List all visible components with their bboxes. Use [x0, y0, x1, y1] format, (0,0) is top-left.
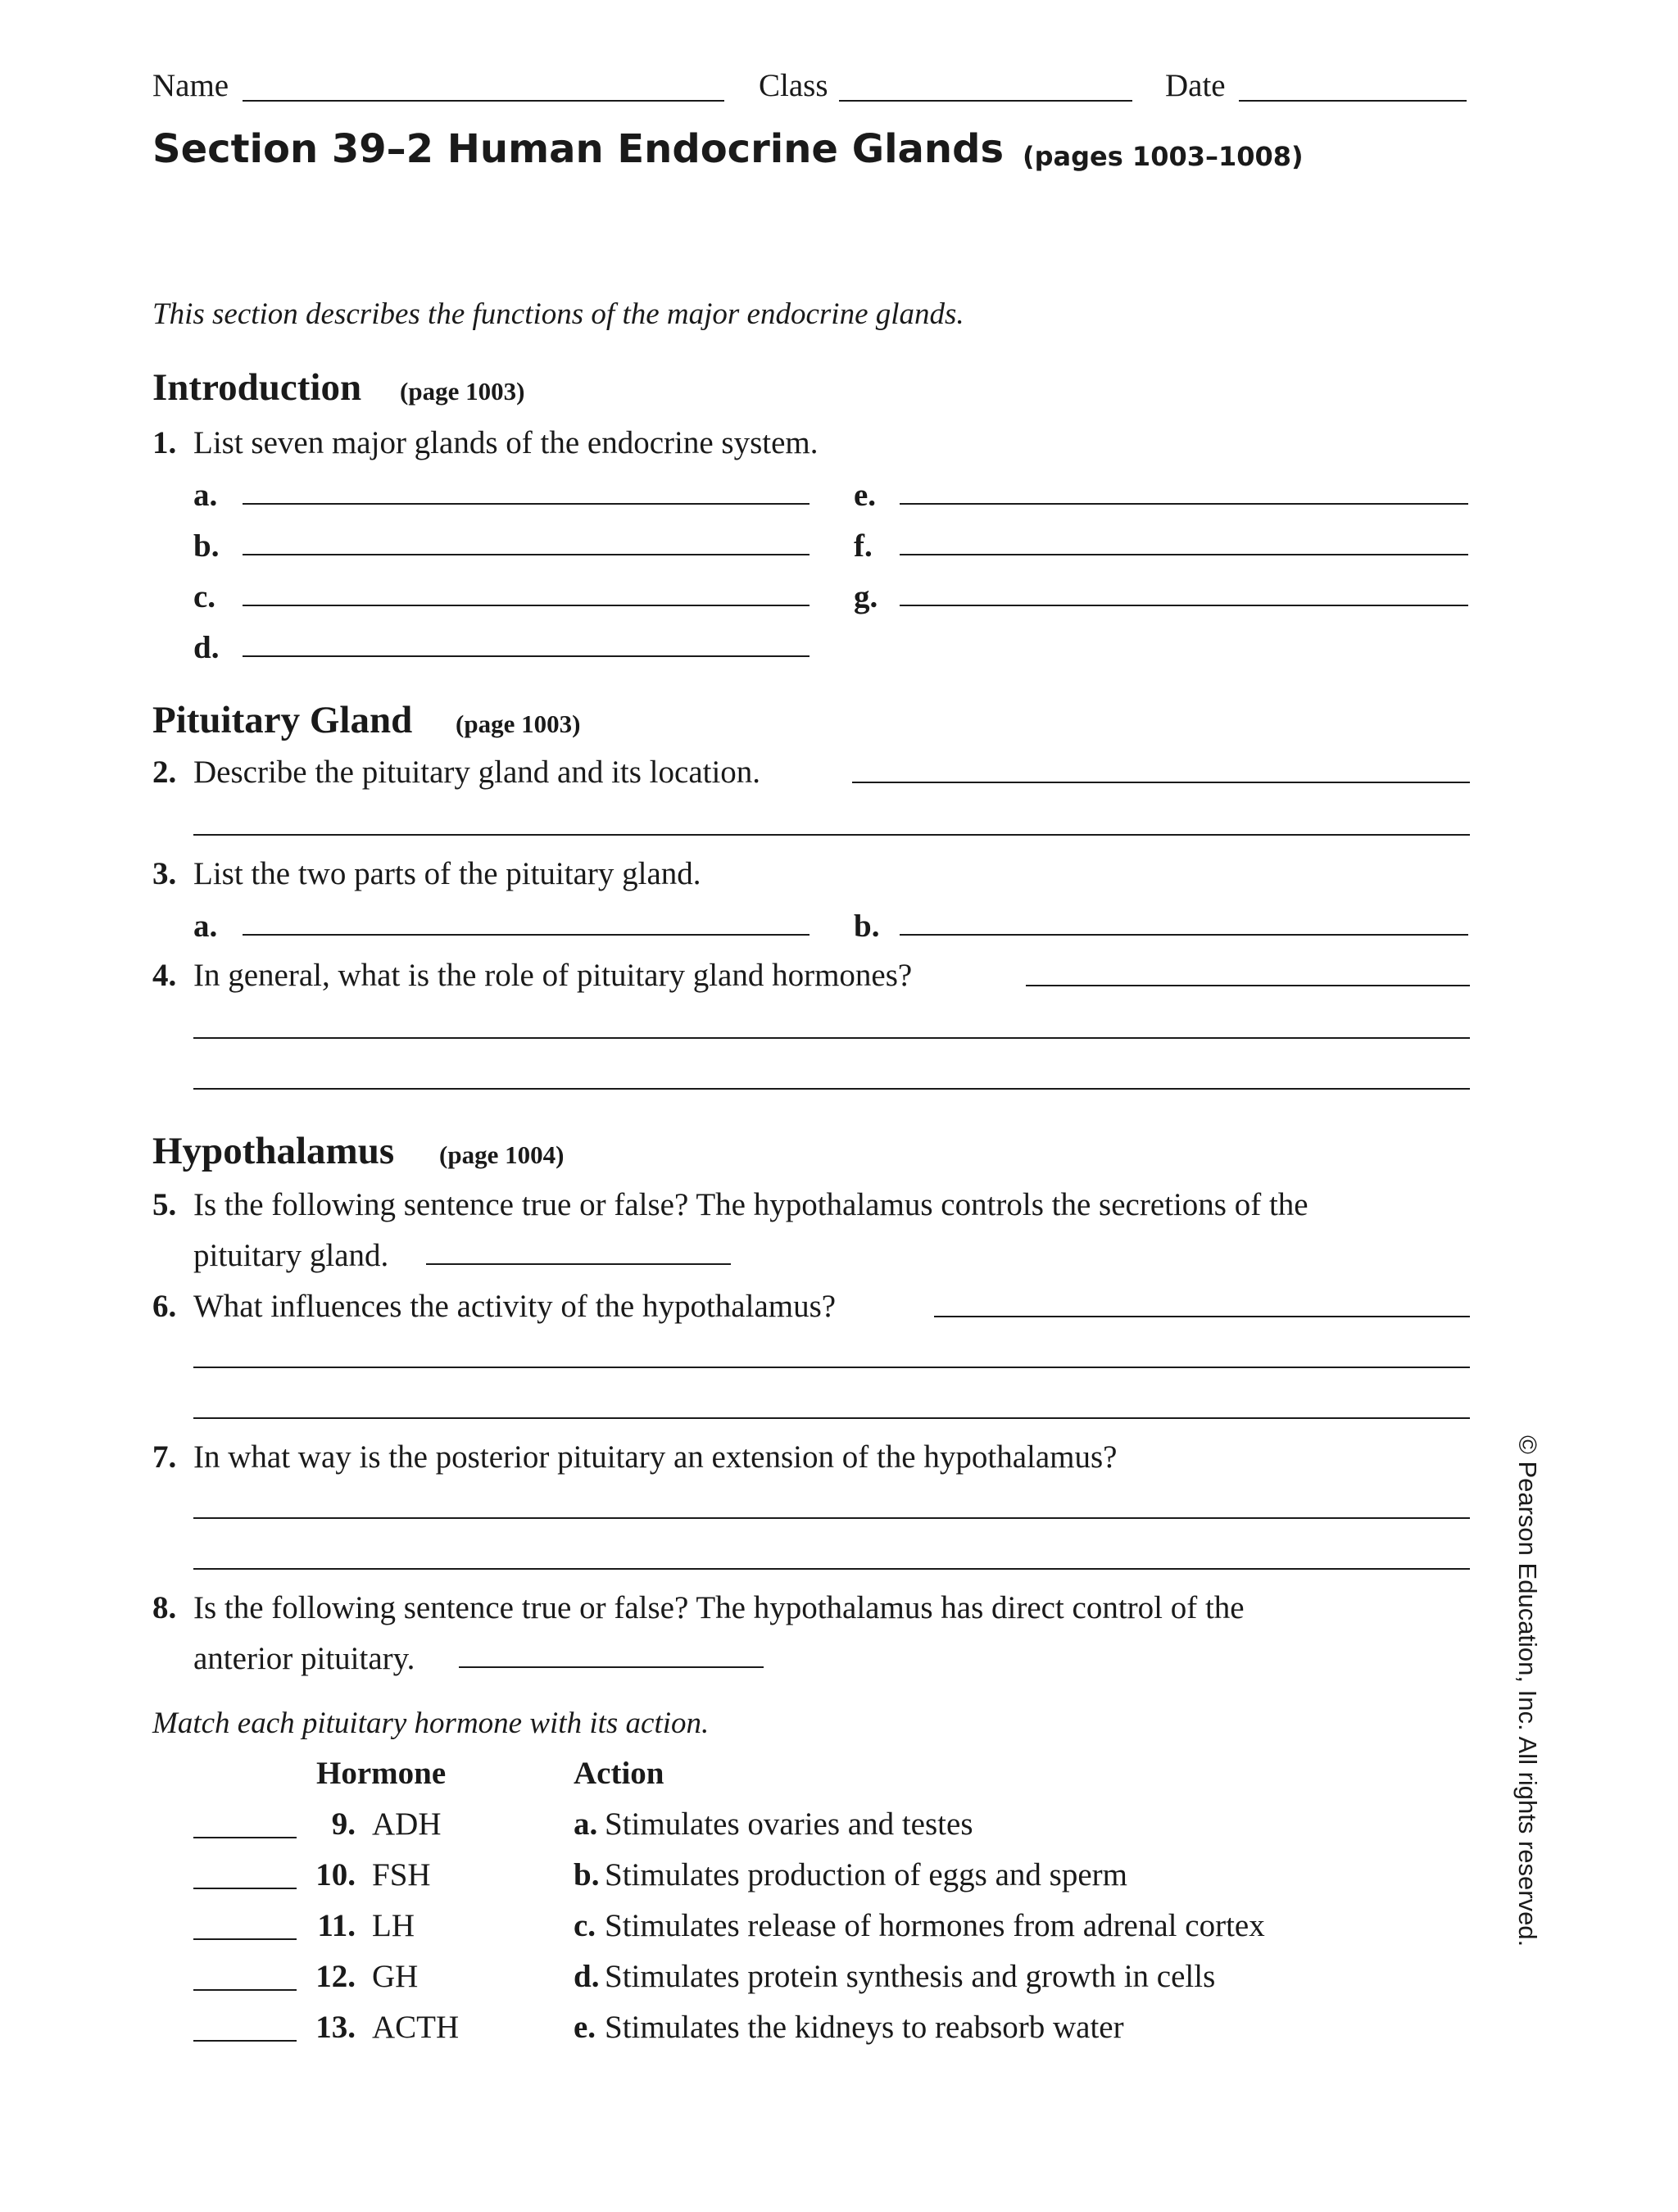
- answer-letter: a.: [193, 478, 218, 513]
- hormone-column-header: Hormone: [316, 1756, 447, 1791]
- answer-blank[interactable]: [900, 554, 1468, 555]
- action-text: Stimulates protein synthesis and growth in cells: [605, 1959, 1216, 1994]
- match-answer-blank[interactable]: [193, 1888, 297, 1889]
- answer-letter: a.: [193, 909, 218, 944]
- match-answer-blank[interactable]: [193, 2040, 297, 2042]
- section-heading-hypothalamus: Hypothalamus: [152, 1130, 395, 1172]
- hormone-name: ACTH: [372, 2010, 460, 2045]
- action-column-header: Action: [574, 1756, 664, 1791]
- action-text: Stimulates production of eggs and sperm: [605, 1857, 1127, 1892]
- hormone-name: LH: [372, 1908, 415, 1943]
- answer-blank[interactable]: [193, 1037, 1470, 1039]
- match-instruction: Match each pituitary hormone with its action.: [152, 1707, 710, 1740]
- question-4-text: In general, what is the role of pituitary gland hormones?: [193, 958, 913, 993]
- answer-blank[interactable]: [426, 1263, 731, 1265]
- answer-letter: f.: [854, 528, 873, 564]
- question-5-text: Is the following sentence true or false? The hypothalamus controls the secretions of the: [193, 1187, 1308, 1222]
- section-pages-hypothalamus: (page 1004): [439, 1140, 565, 1169]
- hormone-name: FSH: [372, 1857, 431, 1892]
- match-number: 10.: [315, 1857, 356, 1892]
- date-label: Date: [1165, 68, 1226, 103]
- section-heading-pituitary: Pituitary Gland: [152, 699, 413, 741]
- question-1-text: List seven major glands of the endocrine system.: [193, 425, 819, 460]
- page-title: Section 39–2 Human Endocrine Glands: [152, 126, 1005, 172]
- action-text: Stimulates the kidneys to reabsorb water: [605, 2010, 1124, 2045]
- answer-blank[interactable]: [193, 1088, 1470, 1090]
- question-number: 3.: [152, 856, 177, 891]
- question-5-text-continued: pituitary gland.: [193, 1238, 389, 1273]
- answer-blank[interactable]: [900, 503, 1468, 505]
- class-field[interactable]: [839, 100, 1132, 102]
- name-label: Name: [152, 68, 229, 103]
- match-number: 11.: [317, 1908, 356, 1943]
- answer-blank[interactable]: [900, 934, 1468, 936]
- match-answer-blank[interactable]: [193, 1938, 297, 1940]
- match-answer-blank[interactable]: [193, 1989, 297, 1991]
- answer-blank[interactable]: [193, 1417, 1470, 1419]
- answer-blank[interactable]: [243, 934, 810, 936]
- answer-letter: g.: [854, 579, 878, 614]
- answer-blank[interactable]: [243, 554, 810, 555]
- match-answer-blank[interactable]: [193, 1837, 297, 1838]
- question-8-text: Is the following sentence true or false? The hypothalamus has direct control of the: [193, 1590, 1245, 1625]
- answer-blank[interactable]: [193, 1517, 1470, 1519]
- copyright-notice: © Pearson Education, Inc. All rights reserved.: [1513, 1435, 1542, 1947]
- section-heading-introduction: Introduction: [152, 366, 362, 409]
- answer-blank[interactable]: [243, 605, 810, 606]
- intro-text: This section describes the functions of the major endocrine glands.: [152, 297, 964, 331]
- action-letter: e.: [574, 2010, 596, 2045]
- match-number: 9.: [331, 1806, 356, 1842]
- page-title-pages: (pages 1003–1008): [1023, 141, 1304, 172]
- section-pages-pituitary: (page 1003): [456, 709, 581, 738]
- section-pages-introduction: (page 1003): [400, 377, 525, 406]
- question-number: 7.: [152, 1439, 177, 1475]
- question-number: 8.: [152, 1590, 177, 1625]
- action-letter: c.: [574, 1908, 596, 1943]
- answer-blank[interactable]: [243, 655, 810, 657]
- name-field[interactable]: [243, 100, 724, 102]
- action-letter: d.: [574, 1959, 600, 1994]
- answer-letter: b.: [854, 909, 880, 944]
- question-8-text-continued: anterior pituitary.: [193, 1641, 415, 1676]
- answer-blank[interactable]: [900, 605, 1468, 606]
- question-number: 2.: [152, 755, 177, 790]
- question-2-text: Describe the pituitary gland and its location.: [193, 755, 761, 790]
- answer-blank[interactable]: [193, 1568, 1470, 1570]
- match-number: 12.: [315, 1959, 356, 1994]
- answer-blank[interactable]: [193, 1367, 1470, 1368]
- question-number: 5.: [152, 1187, 177, 1222]
- answer-letter: c.: [193, 579, 216, 614]
- answer-blank[interactable]: [852, 782, 1470, 783]
- question-number: 4.: [152, 958, 177, 993]
- answer-blank[interactable]: [193, 834, 1470, 836]
- date-field[interactable]: [1239, 100, 1467, 102]
- question-6-text: What influences the activity of the hypothalamus?: [193, 1289, 837, 1324]
- answer-letter: d.: [193, 630, 220, 665]
- action-text: Stimulates ovaries and testes: [605, 1806, 973, 1842]
- answer-letter: b.: [193, 528, 220, 564]
- question-number: 6.: [152, 1289, 177, 1324]
- answer-blank[interactable]: [243, 503, 810, 505]
- answer-letter: e.: [854, 478, 877, 513]
- answer-blank[interactable]: [934, 1316, 1470, 1317]
- action-text: Stimulates release of hormones from adrenal cortex: [605, 1908, 1265, 1943]
- question-7-text: In what way is the posterior pituitary an extension of the hypothalamus?: [193, 1439, 1118, 1475]
- class-label: Class: [759, 68, 828, 103]
- action-letter: a.: [574, 1806, 598, 1842]
- question-number: 1.: [152, 425, 177, 460]
- question-3-text: List the two parts of the pituitary gland.: [193, 856, 701, 891]
- hormone-name: GH: [372, 1959, 419, 1994]
- answer-blank[interactable]: [1026, 985, 1470, 986]
- answer-blank[interactable]: [459, 1666, 764, 1668]
- action-letter: b.: [574, 1857, 600, 1892]
- match-number: 13.: [315, 2010, 356, 2045]
- hormone-name: ADH: [372, 1806, 442, 1842]
